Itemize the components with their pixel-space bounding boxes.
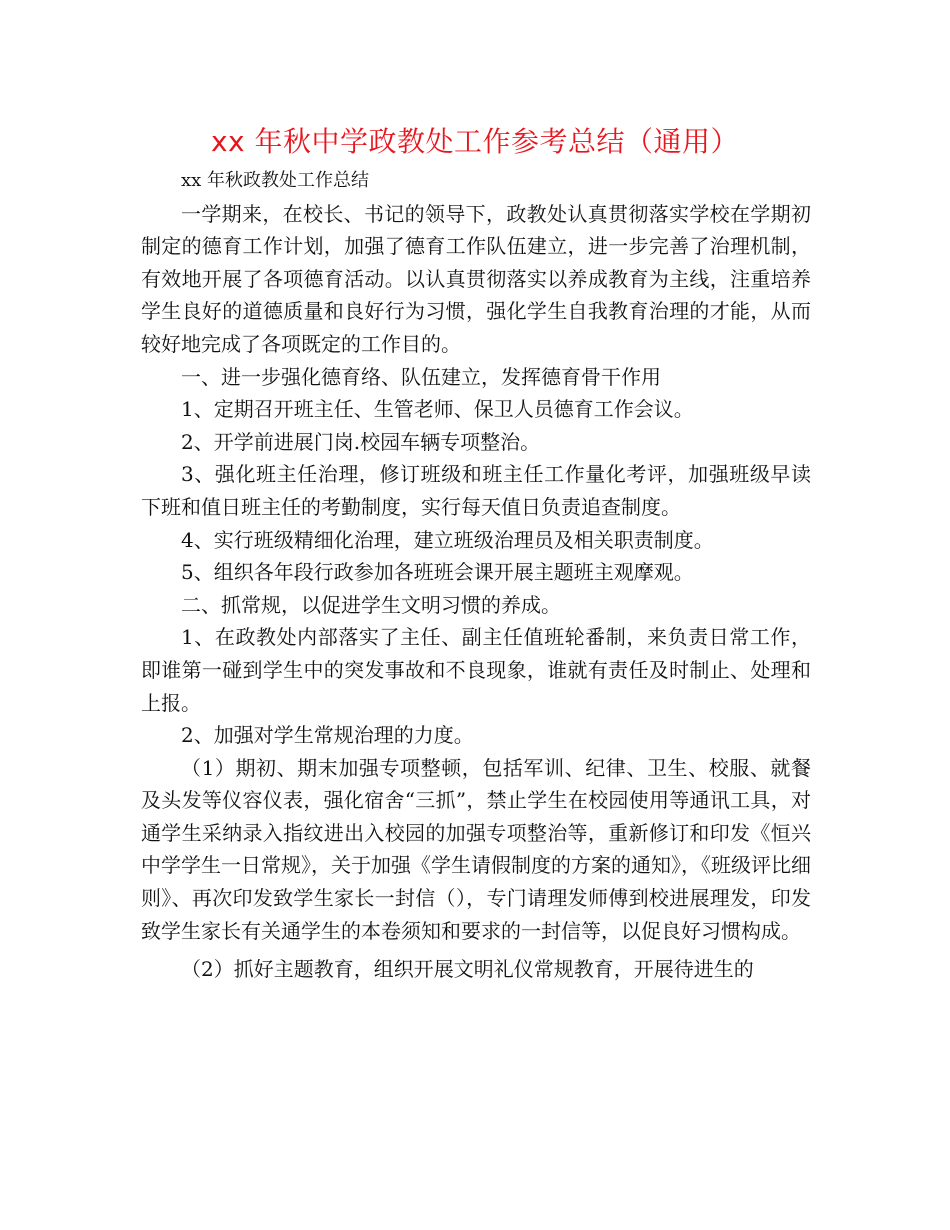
- list-item: 5、组织各年段行政参加各班班会课开展主题班主观摩观。: [181, 560, 694, 585]
- sub-item: （1）期初、期末加强专项整顿，包括军训、纪律、卫生、校服、就餐及头发等仪容仪表，强化宿舍“三抓”，禁止学生在校园使用等通讯工具，对通学生采纳录入指纹进出入校园的加强专项整治等，重新修订和印发《恒兴中学学生一日常规》，关于加强《学生请假制度的方案的通知》，《班级评比细则》、再次印发致学生家长一封信（），专门请理发师傅到校进展理发，印发致学生家长有关通学生的本卷须知和要求的一封信等，以促良好习惯构成。: [141, 755, 811, 943]
- sub-item: （2）抓好主题教育，组织开展文明礼仪常规教育，开展待进生的: [181, 957, 754, 982]
- document-subtitle: xx 年秋政教处工作总结: [181, 170, 370, 191]
- section-heading-2: 二、抓常规，以促进学生文明习惯的养成。: [181, 592, 561, 617]
- document-body: [141, 165, 811, 986]
- list-item: 4、实行班级精细化治理，建立班级治理员及相关职责制度。: [181, 527, 714, 552]
- list-item: 3、强化班主任治理，修订班级和班主任工作量化考评，加强班级早读下班和值日班主任的考勤制度，实行每天值日负责追查制度。: [141, 462, 811, 519]
- section-heading-1: 一、进一步强化德育络、队伍建立，发挥德育骨干作用: [181, 364, 661, 389]
- document-title: xx 年秋中学政教处工作参考总结（通用）: [210, 125, 740, 158]
- intro-paragraph: 一学期来，在校长、书记的领导下，政教处认真贯彻落实学校在学期初制定的德育工作计划，加强了德育工作队伍建立，进一步完善了治理机制，有效地开展了各项德育活动。以认真贯彻落实以养成教育为主线，注重培养学生良好的道德质量和良好行为习惯，强化学生自我教育治理的才能，从而较好地完成了各项既定的工作目的。: [141, 201, 811, 356]
- list-item: 2、加强对学生常规治理的力度。: [181, 723, 474, 748]
- list-item: 2、开学前进展门岗.校园车辆专项整治。: [181, 429, 541, 454]
- list-item: 1、定期召开班主任、生管老师、保卫人员德育工作会议。: [181, 397, 694, 422]
- list-item: 1、在政教处内部落实了主任、副主任值班轮番制，来负责日常工作，即谁第一碰到学生中的突发事故和不良现象，谁就有责任及时制止、处理和上报。: [141, 625, 811, 715]
